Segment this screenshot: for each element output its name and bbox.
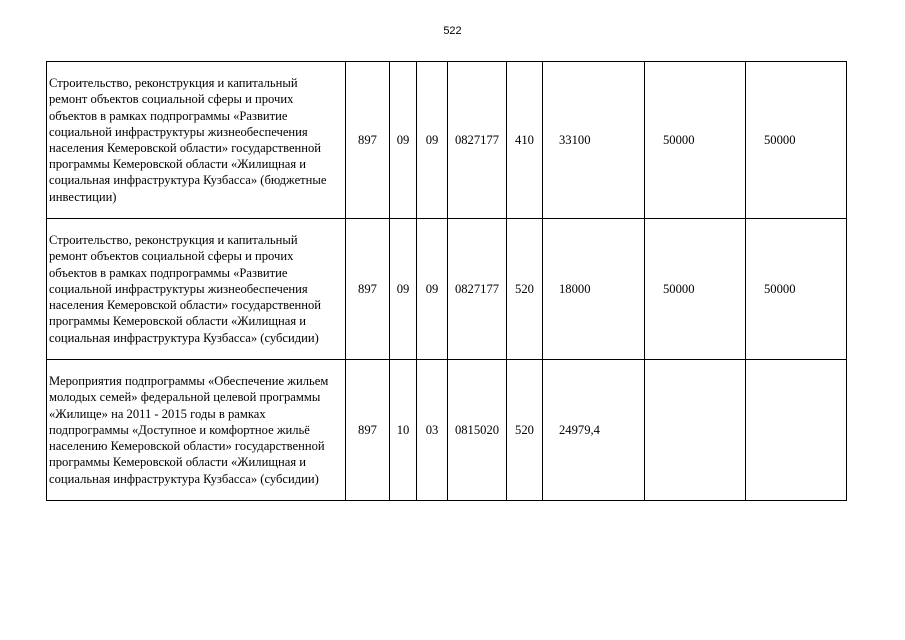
expense-type-code: 520 — [507, 219, 543, 360]
subsection-code: 09 — [417, 219, 448, 360]
expense-type-code: 520 — [507, 360, 543, 501]
target-article-code: 0827177 — [448, 62, 507, 219]
budget-table — [46, 61, 847, 501]
row-description: Строительство, реконструкция и капитальный ремонт объектов социальной сферы и прочих объектов в рамках подпрограммы «Развитие социальной инфраструктуры жизнеобеспечения населения Кемеровской области» государственной программы Кемеровской области «Жилищная и социальная инфраструктура Кузбасса» (бюджетные инвестиции) — [47, 62, 346, 219]
expense-type-code: 410 — [507, 62, 543, 219]
ministry-code: 897 — [346, 219, 390, 360]
page-number: 522 — [443, 25, 462, 37]
amount-1: 33100 — [543, 62, 645, 219]
ministry-code: 897 — [346, 62, 390, 219]
amount-2 — [645, 360, 746, 501]
amount-2: 50000 — [645, 62, 746, 219]
subsection-code: 03 — [417, 360, 448, 501]
section-code: 09 — [390, 219, 417, 360]
section-code: 10 — [390, 360, 417, 501]
table-row — [47, 360, 847, 501]
amount-2: 50000 — [645, 219, 746, 360]
subsection-code: 09 — [417, 62, 448, 219]
amount-3: 50000 — [746, 62, 847, 219]
amount-3: 50000 — [746, 219, 847, 360]
table-row — [47, 62, 847, 219]
section-code: 09 — [390, 62, 417, 219]
amount-3 — [746, 360, 847, 501]
row-description: Строительство, реконструкция и капитальный ремонт объектов социальной сферы и прочих объектов в рамках подпрограммы «Развитие социальной инфраструктуры жизнеобеспечения населения Кемеровской области» государственной программы Кемеровской области «Жилищная и социальная инфраструктура Кузбасса» (субсидии) — [47, 219, 346, 360]
amount-1: 24979,4 — [543, 360, 645, 501]
row-description: Мероприятия подпрограммы «Обеспечение жильем молодых семей» федеральной целевой программы «Жилище» на 2011 - 2015 годы в рамках подпрограммы «Доступное и комфортное жильё населению Кемеровской области» государственной программы Кемеровской области «Жилищная и социальная инфраструктура Кузбасса» (субсидии) — [47, 360, 346, 501]
target-article-code: 0827177 — [448, 219, 507, 360]
amount-1: 18000 — [543, 219, 645, 360]
table-row — [47, 219, 847, 360]
ministry-code: 897 — [346, 360, 390, 501]
target-article-code: 0815020 — [448, 360, 507, 501]
